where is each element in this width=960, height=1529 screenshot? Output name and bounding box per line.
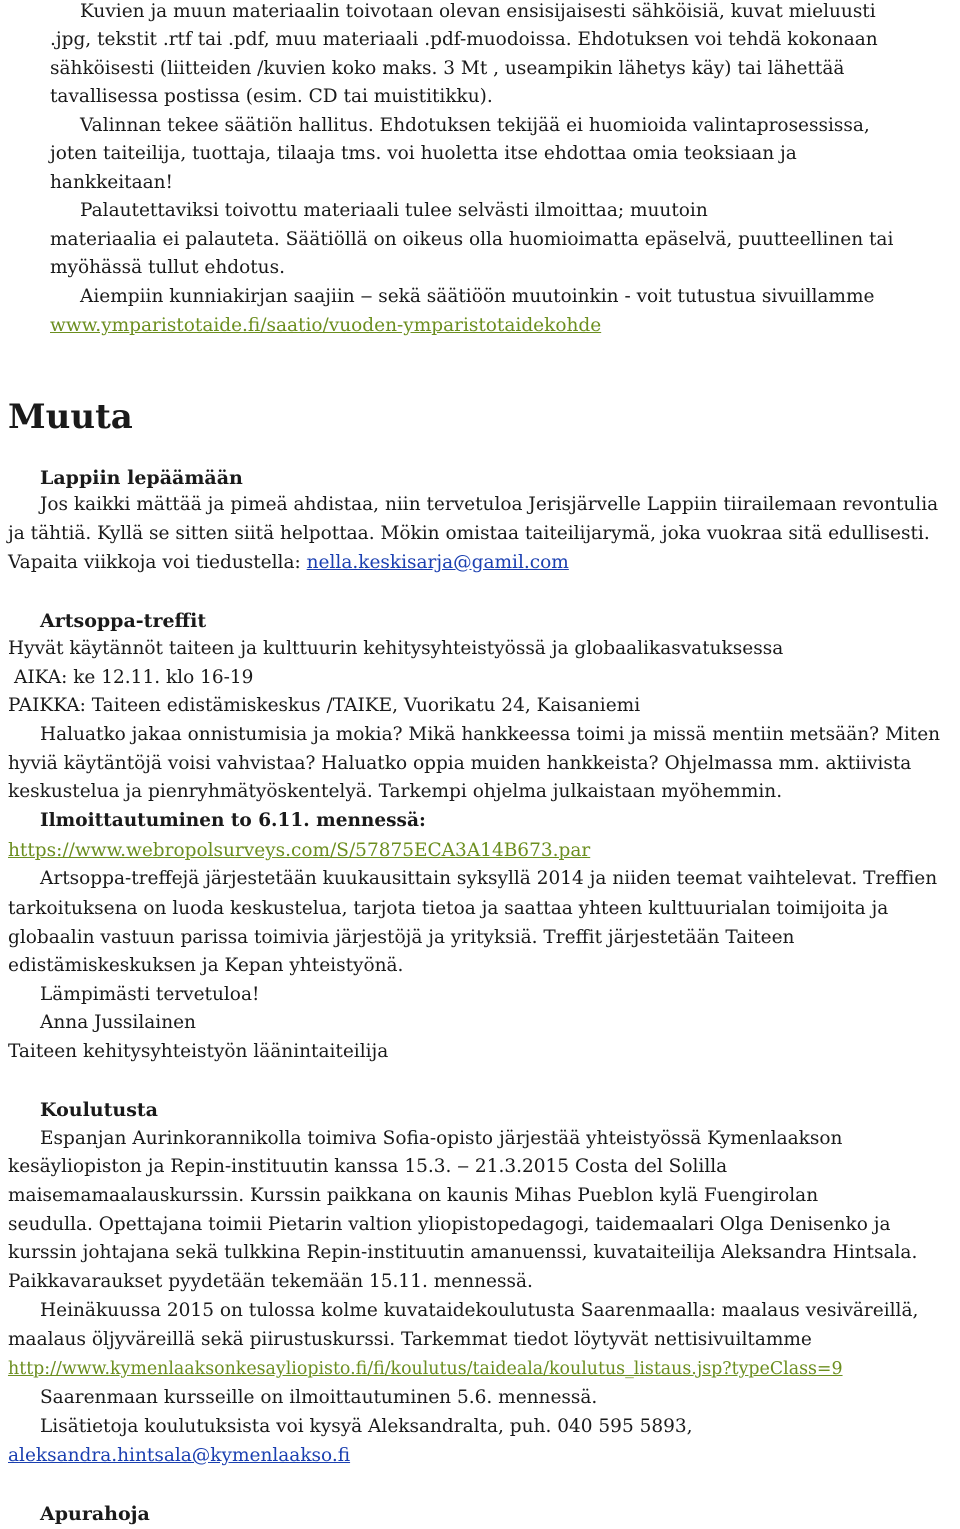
intro-line-11: Aiempiin kunniakirjan saajiin ‒ sekä säätiöön muutoinkin - voit tutustua sivuillamme [80,286,875,307]
intro-line-4: tavallisessa postissa (esim. CD tai muistitikku). [50,86,493,107]
artsoppa-time: AIKA: ke 12.11. klo 16-19 [14,667,254,688]
koulutusta-line-4: seudulla. Opettajana toimii Pietarin valtion yliopistopedagogi, taidemaalari Olga Denisenko ja [8,1214,891,1235]
lappi-line-1: Jos kaikki mättää ja pimeä ahdistaa, niin tervetuloa Jerisjärvelle Lappiin tiirailemaan revontulia [40,494,939,515]
koulutusta-title: Koulutusta [40,1099,158,1121]
section-heading-muuta: Muuta [8,397,133,437]
artsoppa-line-5: hyviä käytäntöjä voisi vahvistaa? Haluatko oppia muiden hankkeista? Ohjelmassa mm. aktiivista [8,753,912,774]
koulutusta-line-10: Lisätietoja koulutuksista voi kysyä Aleksandralta, puh. 040 595 5893, [40,1416,693,1437]
lappi-line-2: ja tähtiä. Kyllä se sitten siitä helpottaa. Mökin omistaa taiteilijarymä, joka vuokraa sitä edullisesti. [8,523,930,544]
artsoppa-registration: Ilmoittautuminen to 6.11. mennessä: [40,810,426,831]
artsoppa-line-9: tarkoituksena on luoda keskustelua, tarjota tietoa ja saattaa yhteen kulttuurialan toimijoita ja [8,898,889,919]
lappi-contact-prefix: Vapaita viikkoja voi tiedustella: [8,552,307,573]
intro-line-2: .jpg, tekstit .rtf tai .pdf, muu materiaali .pdf-muodoissa. Ehdotuksen voi tehdä kokonaan [50,29,878,50]
koulutusta-line-7: Heinäkuussa 2015 on tulossa kolme kuvataidekoulutusta Saarenmaalla: maalaus vesiväreillä, [40,1300,919,1321]
koulutusta-line-2: kesäyliopiston ja Repin-instituutin kanssa 15.3. ‒ 21.3.2015 Costa del Solilla [8,1156,728,1177]
intro-line-9: materiaalia ei palauteta. Säätiöllä on oikeus olla huomioimatta epäselvä, puutteellinen tai [50,229,894,250]
artsoppa-line-10: globaalin vastuun parissa toimivia järjestöjä ja yrityksiä. Treffit järjestetään Taiteen [8,927,795,948]
intro-line-1: Kuvien ja muun materiaalin toivotaan olevan ensisijaisesti sähköisiä, kuvat mieluusti [80,1,876,22]
intro-line-10: myöhässä tullut ehdotus. [50,257,285,278]
koulutusta-line-6: Paikkavaraukset pyydetään tekemään 15.11. mennessä. [8,1271,533,1292]
lappi-contact [8,550,569,576]
artsoppa-signature-name: Anna Jussilainen [40,1012,196,1033]
artsoppa-line-11: edistämiskeskuksen ja Kepan yhteistyönä. [8,955,404,976]
koulutusta-line-5: kurssin johtajana sekä tulkkina Repin-instituutin amanuenssi, kuvataiteilija Aleksandra Hintsala. [8,1242,918,1263]
lappi-email-link[interactable]: nella.keskisarja@gamil.com [306,552,569,573]
artsoppa-line-4: Haluatko jakaa onnistumisia ja mokia? Mikä hankkeessa toimi ja missä mentiin metsään? Miten [40,724,941,745]
kymenlaakso-link[interactable]: http://www.kymenlaaksonkesayliopisto.fi/fi/koulutus/taideala/koulutus_listaus.jsp?typeClass=9 [8,1359,843,1379]
artsoppa-line-8: Artsoppa-treffejä järjestetään kuukausittain syksyllä 2014 ja niiden teemat vaihtelevat. Treffien [40,868,938,889]
intro-line-8: Palautettaviksi toivottu materiaali tulee selvästi ilmoittaa; muutoin [80,200,708,221]
intro-line-7: hankkeitaan! [50,172,173,193]
intro-line-5: Valinnan tekee säätiön hallitus. Ehdotuksen tekijää ei huomioida valintaprosessissa, [80,115,870,136]
artsoppa-title: Artsoppa-treffit [40,610,207,632]
koulutusta-line-9: Saarenmaan kursseille on ilmoittautuminen 5.6. mennessä. [40,1387,598,1408]
artsoppa-place: PAIKKA: Taiteen edistämiskeskus /TAIKE, Vuorikatu 24, Kaisaniemi [8,695,641,716]
webropol-link[interactable]: https://www.webropolsurveys.com/S/57875ECA3A14B673.par [8,840,591,861]
ymparistotaide-link[interactable]: www.ymparistotaide.fi/saatio/vuoden-ymparistotaidekohde [50,315,602,336]
intro-line-3: sähköisesti (liitteiden /kuvien koko maks. 3 Mt , useampikin lähetys käy) tai lähettää [50,58,845,79]
koulutusta-line-1: Espanjan Aurinkorannikolla toimiva Sofia-opisto järjestää yhteistyössä Kymenlaakson [40,1128,843,1149]
intro-line-6: joten taiteilija, tuottaja, tilaaja tms. voi huoletta itse ehdottaa omia teoksiaan ja [50,143,797,164]
apurahoja-title: Apurahoja [40,1503,150,1525]
koulutusta-line-8: maalaus öljyväreillä sekä piirustuskurssi. Tarkemmat tiedot löytyvät nettisivuiltamme [8,1329,812,1350]
aleksandra-email-link[interactable]: aleksandra.hintsala@kymenlaakso.fi [8,1445,351,1466]
artsoppa-signature-title: Taiteen kehitysyhteistyön läänintaiteilija [8,1041,389,1062]
lappi-title: Lappiin lepäämään [40,467,243,489]
koulutusta-line-3: maisemamaalauskurssin. Kurssin paikkana on kaunis Mihas Pueblon kylä Fuengirolan [8,1185,819,1206]
artsoppa-line-6: keskustelua ja pienryhmätyöskentelyä. Tarkempi ohjelma julkaistaan myöhemmin. [8,781,783,802]
artsoppa-line-1: Hyvät käytännöt taiteen ja kulttuurin kehitysyhteistyössä ja globaalikasvatuksessa [8,638,784,659]
artsoppa-greeting: Lämpimästi tervetuloa! [40,984,260,1005]
